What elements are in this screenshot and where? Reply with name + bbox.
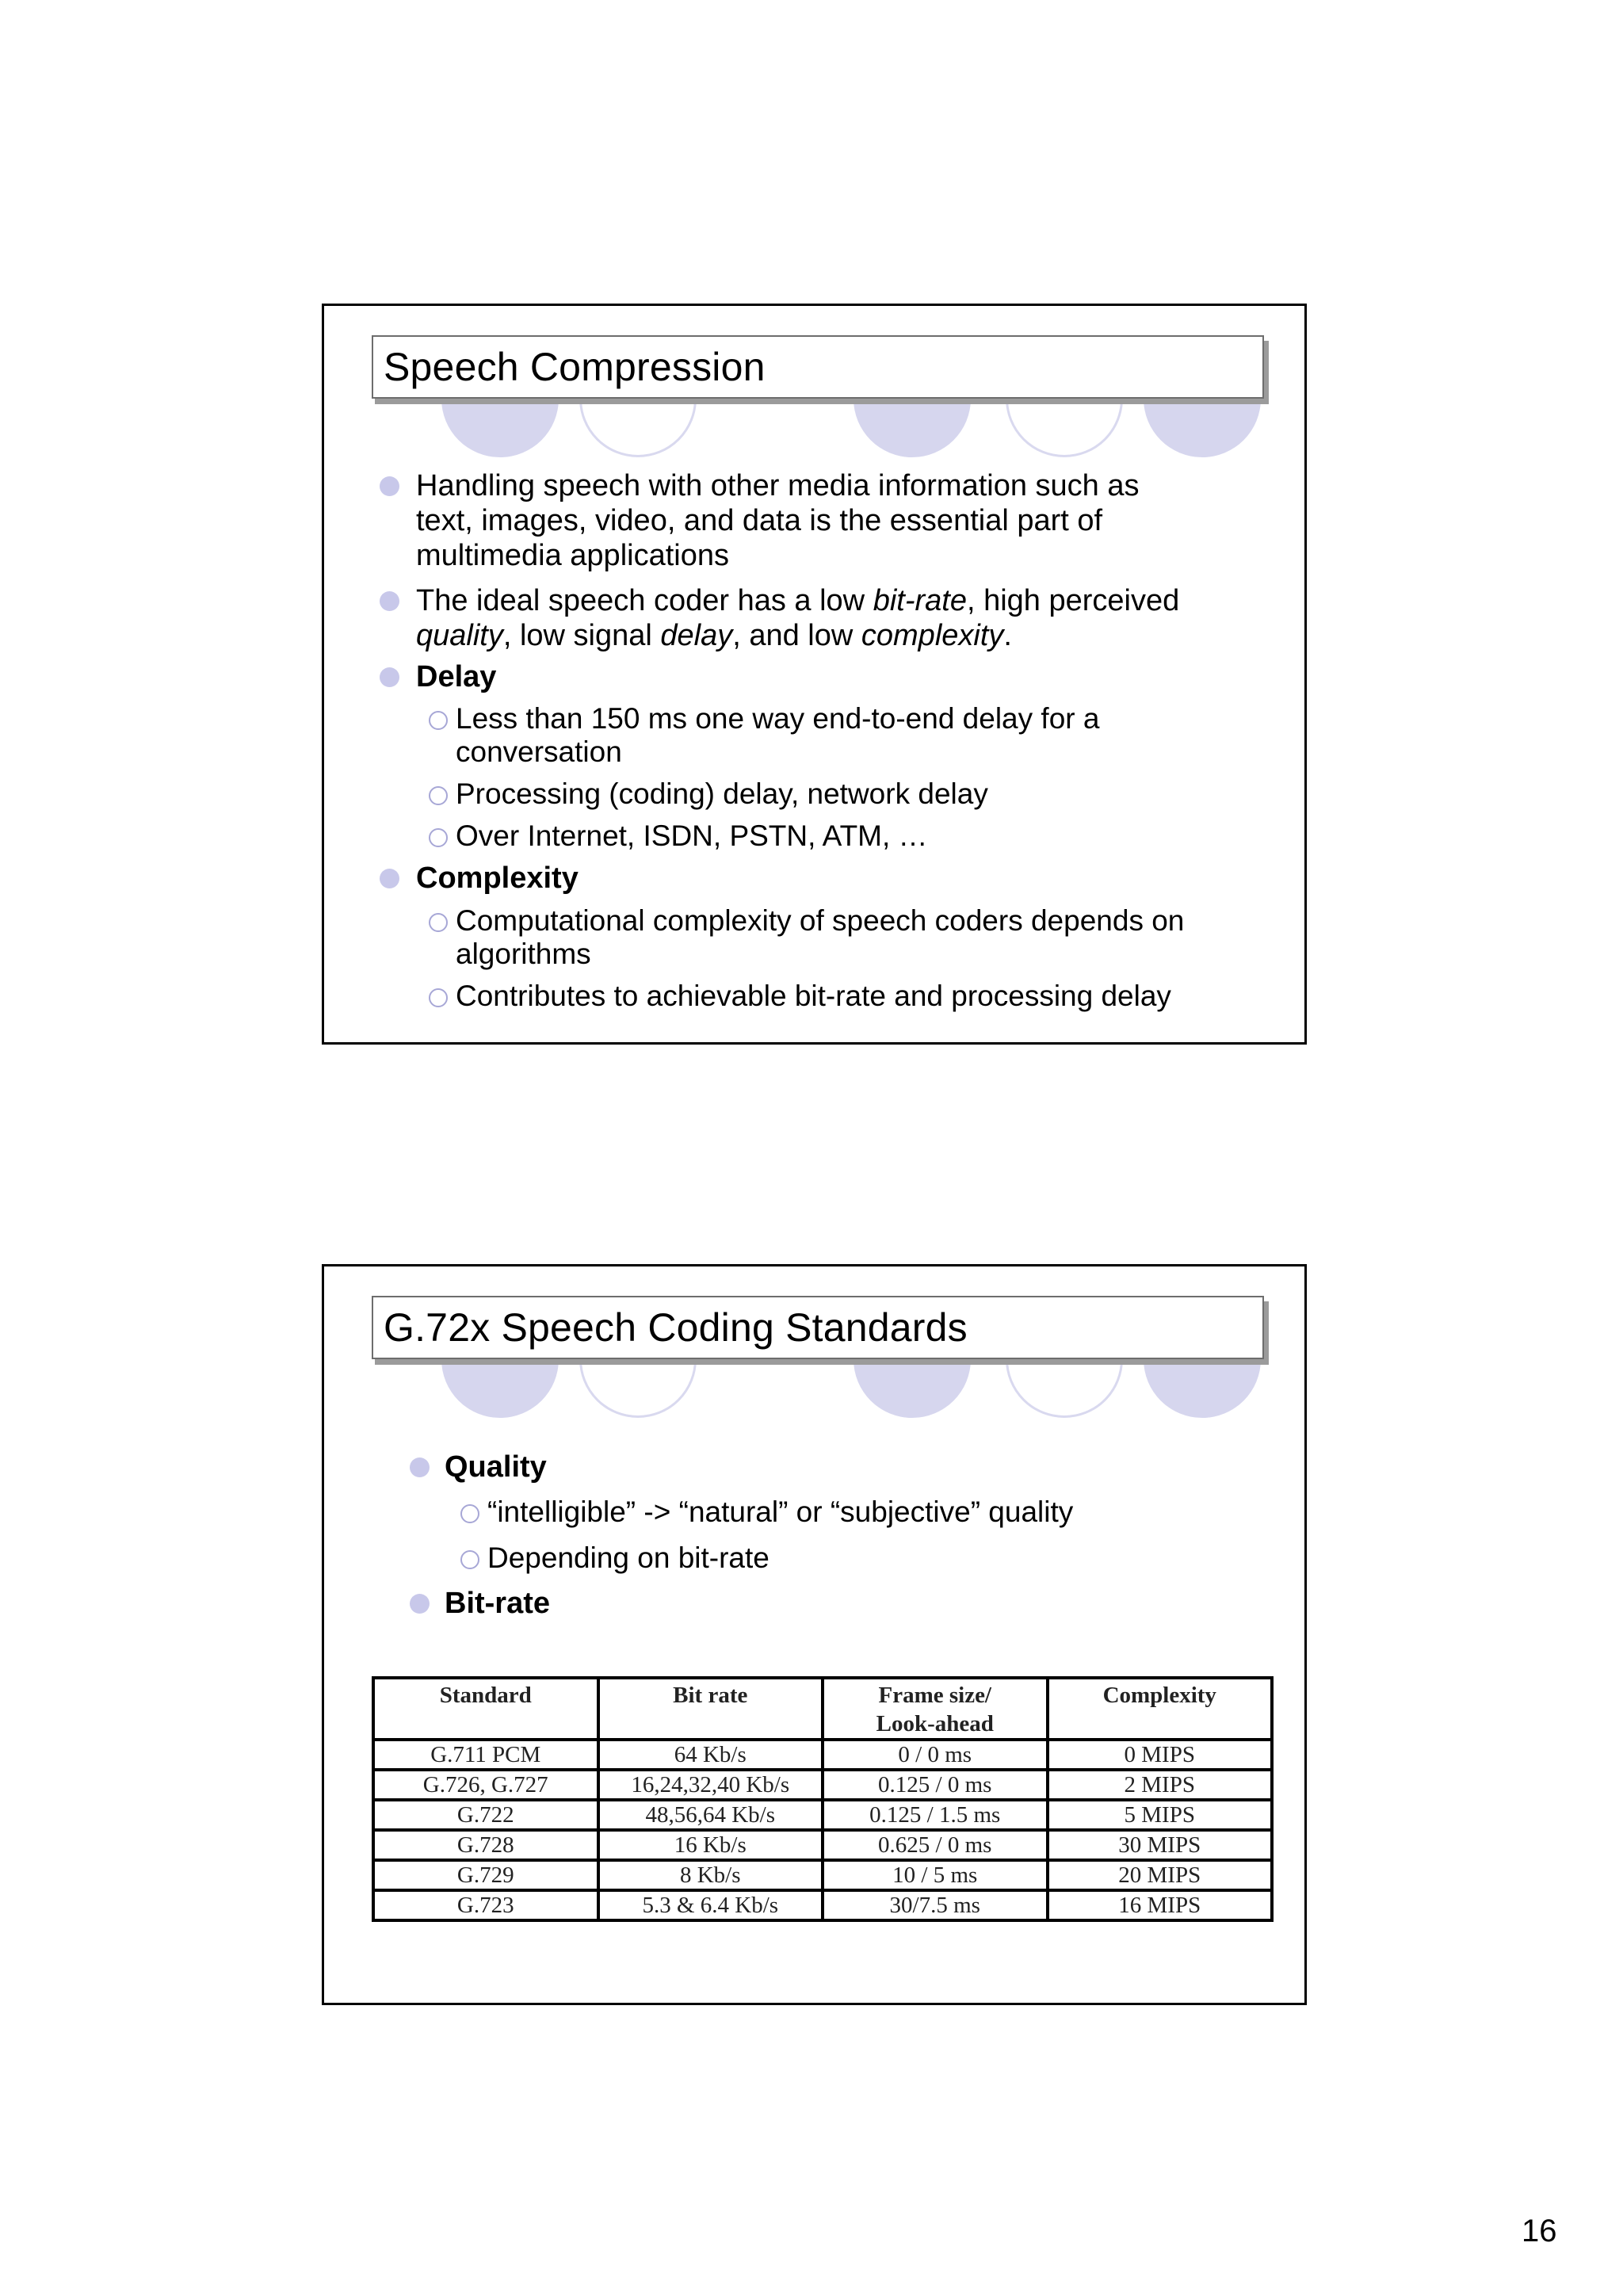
- bullet-dot-icon: [380, 591, 399, 611]
- bullet-text: text, images, video, and data is the essential part of: [416, 504, 1103, 537]
- bullet-heading: Complexity: [416, 861, 579, 895]
- text-span: .: [1003, 619, 1012, 652]
- bullet-heading: Bit-rate: [445, 1587, 551, 1620]
- cell-bitrate: 5.3 & 6.4 Kb/s: [598, 1890, 823, 1920]
- cell-frame: 0.125 / 0 ms: [823, 1770, 1048, 1800]
- cell-bitrate: 16 Kb/s: [598, 1830, 823, 1860]
- bullet-text: Handling speech with other media information such as: [416, 469, 1140, 502]
- cell-frame: 30/7.5 ms: [823, 1890, 1048, 1920]
- text-span: The ideal speech coder has a low: [416, 584, 873, 617]
- subbullet-ring-icon: [429, 786, 448, 805]
- subbullet-ring-icon: [460, 1550, 479, 1569]
- table-row: [373, 1770, 1272, 1800]
- cell-standard: G.711 PCM: [373, 1740, 598, 1770]
- subbullet-quality-2: [460, 1541, 769, 1575]
- cell-complexity: 0 MIPS: [1048, 1740, 1273, 1770]
- subbullet-text: Processing (coding) delay, network delay: [456, 777, 988, 810]
- subbullet-delay-1: [429, 702, 1293, 769]
- subbullet-ring-icon: [460, 1504, 479, 1523]
- text-span: , low signal: [502, 619, 661, 652]
- cell-bitrate: 64 Kb/s: [598, 1740, 823, 1770]
- col-header-frame-size: [823, 1678, 1048, 1740]
- cell-frame: 0.625 / 0 ms: [823, 1830, 1048, 1860]
- cell-complexity: 30 MIPS: [1048, 1830, 1273, 1860]
- bullet-dot-icon: [410, 1594, 430, 1614]
- table-row: [373, 1860, 1272, 1890]
- cell-standard: G.726, G.727: [373, 1770, 598, 1800]
- table-row: [373, 1800, 1272, 1830]
- subbullet-ring-icon: [429, 711, 448, 730]
- bullet-bitrate: [410, 1586, 550, 1621]
- table-row: [373, 1890, 1272, 1920]
- subbullet-complexity-2: [429, 980, 1293, 1013]
- subbullet-text: Contributes to achievable bit-rate and processing delay: [456, 980, 1171, 1012]
- subbullet-text: algorithms: [456, 938, 591, 970]
- bullet-dot-icon: [380, 667, 399, 687]
- header-line: Frame size/: [878, 1683, 991, 1708]
- term-bitrate: bit-rate: [873, 584, 967, 617]
- cell-bitrate: 8 Kb/s: [598, 1860, 823, 1890]
- slide-title: G.72x Speech Coding Standards: [372, 1296, 1264, 1359]
- cell-standard: G.729: [373, 1860, 598, 1890]
- bullet-text: [416, 618, 1291, 653]
- bullet-delay: [380, 659, 496, 694]
- bullet-dot-icon: [380, 869, 399, 888]
- page-number: 16: [1522, 2214, 1557, 2248]
- bullet-quality: [410, 1450, 547, 1484]
- subbullet-text: “intelligible” -> “natural” or “subjective” quality: [487, 1496, 1074, 1528]
- bullet-media-handling: [380, 468, 1291, 573]
- subbullet-complexity-1: [429, 904, 1293, 971]
- subbullet-text: Over Internet, ISDN, PSTN, ATM, …: [456, 819, 928, 852]
- cell-frame: 0.125 / 1.5 ms: [823, 1800, 1048, 1830]
- cell-bitrate: 48,56,64 Kb/s: [598, 1800, 823, 1830]
- bullet-ideal-coder: [380, 583, 1291, 653]
- table-row: [373, 1740, 1272, 1770]
- col-header-standard: Standard: [373, 1678, 598, 1740]
- term-quality: quality: [416, 619, 503, 652]
- subbullet-text: conversation: [456, 735, 622, 768]
- subbullet-ring-icon: [429, 988, 448, 1007]
- subbullet-delay-3: [429, 819, 1293, 853]
- subbullet-text: Less than 150 ms one way end-to-end delay for a: [456, 702, 1100, 735]
- term-complexity: complexity: [861, 619, 1004, 652]
- subbullet-quality-1: [460, 1496, 1073, 1529]
- cell-standard: G.722: [373, 1800, 598, 1830]
- subbullet-delay-2: [429, 777, 1293, 811]
- cell-standard: G.723: [373, 1890, 598, 1920]
- bullet-heading: Delay: [416, 660, 497, 693]
- term-delay: delay: [660, 619, 733, 652]
- bullet-dot-icon: [410, 1457, 430, 1477]
- cell-frame: 0 / 0 ms: [823, 1740, 1048, 1770]
- bullet-text: multimedia applications: [416, 539, 729, 572]
- cell-bitrate: 16,24,32,40 Kb/s: [598, 1770, 823, 1800]
- bullet-complexity: [380, 861, 579, 896]
- bullet-text: [416, 583, 1291, 618]
- bullet-dot-icon: [380, 476, 399, 496]
- cell-complexity: 2 MIPS: [1048, 1770, 1273, 1800]
- slide-title: Speech Compression: [372, 335, 1264, 399]
- table-header-row: [373, 1678, 1272, 1740]
- cell-complexity: 16 MIPS: [1048, 1890, 1273, 1920]
- col-header-bitrate: Bit rate: [598, 1678, 823, 1740]
- slide-g72x-standards: [322, 1264, 1307, 2005]
- bullet-heading: Quality: [445, 1450, 547, 1484]
- subbullet-text: Depending on bit-rate: [487, 1541, 769, 1574]
- slide-speech-compression: [322, 304, 1307, 1045]
- subbullet-ring-icon: [429, 828, 448, 847]
- cell-complexity: 20 MIPS: [1048, 1860, 1273, 1890]
- cell-frame: 10 / 5 ms: [823, 1860, 1048, 1890]
- subbullet-ring-icon: [429, 913, 448, 932]
- text-span: , and low: [732, 619, 861, 652]
- subbullet-text: Computational complexity of speech coders depends on: [456, 904, 1185, 937]
- header-line: Look-ahead: [876, 1711, 994, 1736]
- standards-table: [372, 1676, 1274, 1922]
- table-row: [373, 1830, 1272, 1860]
- cell-complexity: 5 MIPS: [1048, 1800, 1273, 1830]
- col-header-complexity: Complexity: [1048, 1678, 1273, 1740]
- cell-standard: G.728: [373, 1830, 598, 1860]
- text-span: , high perceived: [966, 584, 1180, 617]
